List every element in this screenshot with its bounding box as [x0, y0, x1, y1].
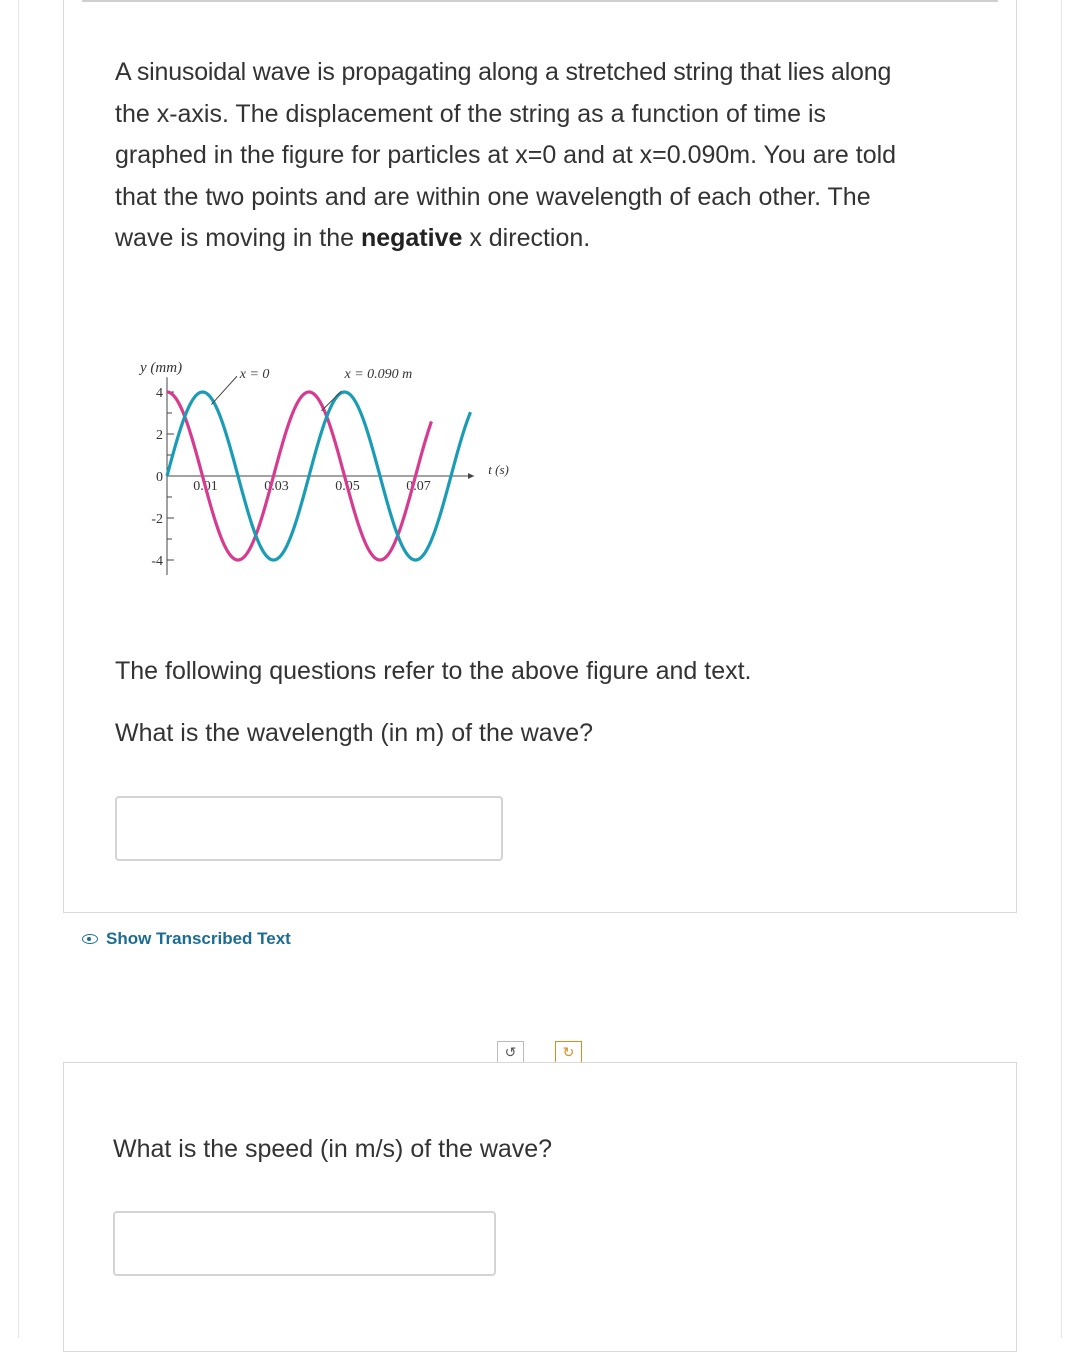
- y-tick-label: -2: [151, 512, 163, 527]
- x-tick-label: 0.05: [335, 479, 360, 494]
- top-divider: [82, 0, 998, 2]
- question-speed: What is the speed (in m/s) of the wave?: [113, 1135, 553, 1163]
- intro-line-2: the x-axis. The displacement of the string as a function of time is: [115, 99, 826, 128]
- refer-text: The following questions refer to the above figure and text.: [115, 657, 752, 685]
- intro-line-1: A sinusoidal wave is propagating along a stretched string that lies along: [115, 58, 892, 86]
- y-axis-title: y (mm): [140, 360, 183, 376]
- x-axis-arrow: [468, 473, 474, 479]
- intro-last-bold: negative: [360, 224, 463, 252]
- chart-ticks: [151, 386, 451, 575]
- show-transcribed-label: Show Transcribed Text: [106, 929, 291, 948]
- x090-label: x = 0.090 m: [344, 367, 413, 383]
- intro-last-suffix: x direction.: [462, 224, 591, 252]
- show-transcribed-text-button[interactable]: [82, 929, 291, 949]
- question-card-2: [63, 1062, 1017, 1352]
- intro-line-4: that the two points and are within one wavelength of each other. The: [115, 182, 871, 211]
- y-tick-label: 2: [156, 428, 163, 443]
- y-tick-label: -4: [151, 554, 163, 569]
- redo-button[interactable]: [555, 1041, 582, 1063]
- intro-last-prefix: wave is moving in the: [115, 224, 361, 252]
- eye-icon: [82, 934, 98, 944]
- question-wavelength: What is the wavelength (in m) of the wave?: [115, 719, 594, 747]
- y-tick-label: 4: [156, 386, 163, 401]
- x0-leader: [211, 376, 237, 404]
- x-tick-label: 0.07: [406, 479, 431, 494]
- redo-icon: ↻: [562, 1043, 575, 1060]
- x-tick-label: 0.01: [193, 479, 218, 494]
- undo-button[interactable]: [497, 1041, 524, 1063]
- y-tick-label: 0: [156, 470, 163, 485]
- question-intro: [115, 52, 985, 260]
- speed-answer-input[interactable]: [113, 1211, 496, 1276]
- intro-line-5: [115, 218, 985, 260]
- wave-chart: [130, 355, 530, 575]
- x-axis-title: t (s): [488, 462, 509, 477]
- x-tick-label: 0.03: [264, 479, 289, 494]
- x0-label: x = 0: [239, 367, 270, 383]
- chart-labels: [138, 360, 509, 477]
- undo-icon: ↺: [504, 1043, 517, 1060]
- intro-line-3: graphed in the figure for particles at x=0 and at x=0.090m. You are told: [115, 141, 897, 169]
- wavelength-answer-input[interactable]: [115, 796, 503, 861]
